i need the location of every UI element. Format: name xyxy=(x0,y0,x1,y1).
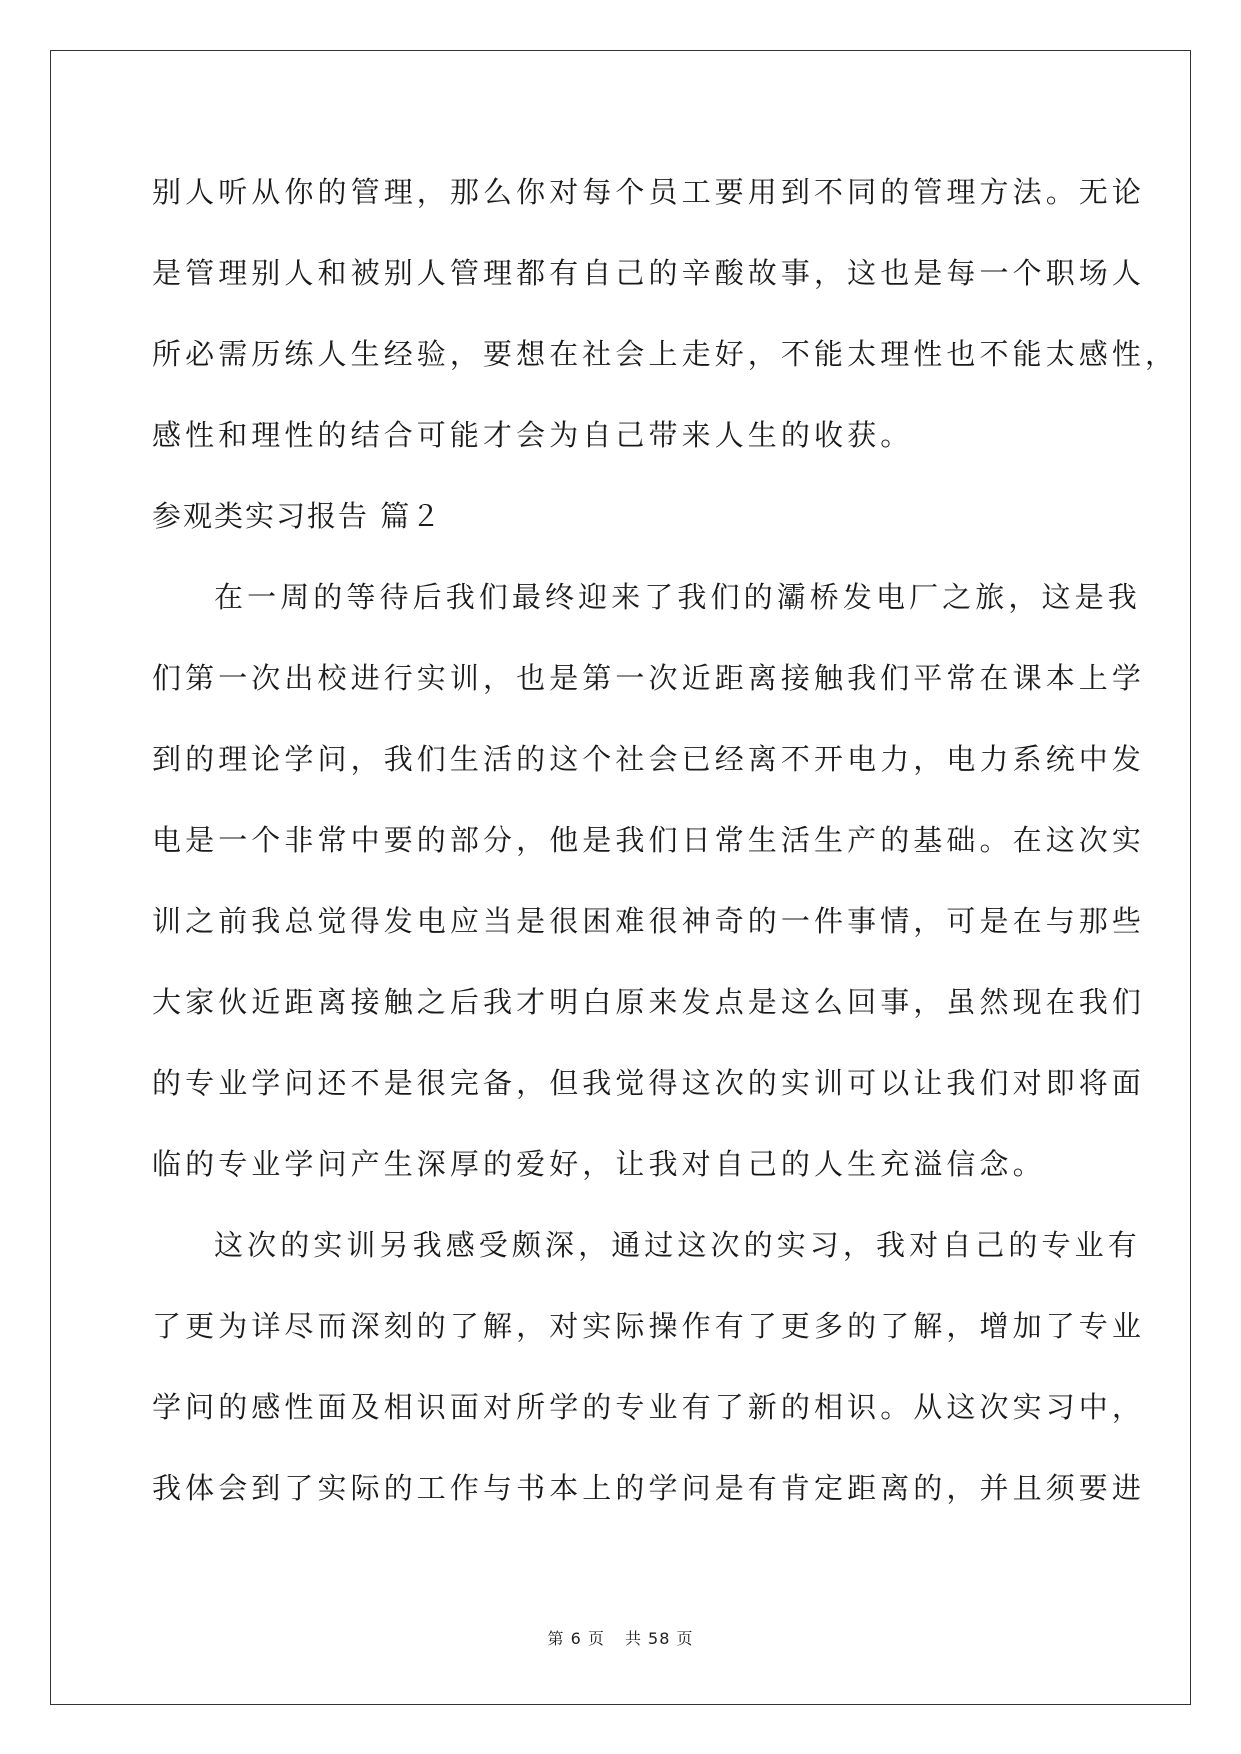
text-line: 了更为详尽而深刻的了解，对实际操作有了更多的了解，增加了专业 xyxy=(152,1309,1146,1343)
text-line: 大家伙近距离接触之后我才明白原来发点是这么回事，虽然现在我们 xyxy=(152,985,1146,1019)
text-line: 临的专业学问产生深厚的爱好，让我对自己的人生充溢信念。 xyxy=(152,1147,1046,1181)
text-line: 在一周的等待后我们最终迎来了我们的灞桥发电厂之旅，这是我 xyxy=(214,580,1141,614)
text-line: 所必需历练人生经验，要想在社会上走好，不能太理性也不能太感性， xyxy=(152,337,1179,371)
text-line: 电是一个非常中要的部分，他是我们日常生活生产的基础。在这次实 xyxy=(152,823,1146,857)
document-body xyxy=(152,160,1179,1537)
text-line: 我体会到了实际的工作与书本上的学问是有肯定距离的，并且须要进 xyxy=(152,1471,1146,1505)
page-footer xyxy=(0,1626,1241,1649)
text-line: 别人听从你的管理，那么你对每个员工要用到不同的管理方法。无论 xyxy=(152,175,1146,209)
text-line: 这次的实训另我感受颇深，通过这次的实习，我对自己的专业有 xyxy=(214,1228,1141,1262)
text-line: 到的理论学问，我们生活的这个社会已经离不开电力，电力系统中发 xyxy=(152,742,1146,776)
text-line: 感性和理性的结合可能才会为自己带来人生的收获。 xyxy=(152,418,914,452)
text-line: 学问的感性面及相识面对所学的专业有了新的相识。从这次实习中， xyxy=(152,1390,1146,1424)
text-line: 们第一次出校进行实训，也是第一次近距离接触我们平常在课本上学 xyxy=(152,661,1146,695)
text-line: 是管理别人和被别人管理都有自己的辛酸故事，这也是每一个职场人 xyxy=(152,256,1146,290)
text-line: 的专业学问还不是很完备，但我觉得这次的实训可以让我们对即将面 xyxy=(152,1066,1146,1100)
text-line: 训之前我总觉得发电应当是很困难很神奇的一件事情，可是在与那些 xyxy=(152,904,1146,938)
page-number: 第 6 页 xyxy=(547,1629,605,1648)
section-heading: 参观类实习报告 篇２ xyxy=(152,499,443,533)
page-total: 共 58 页 xyxy=(624,1629,694,1648)
